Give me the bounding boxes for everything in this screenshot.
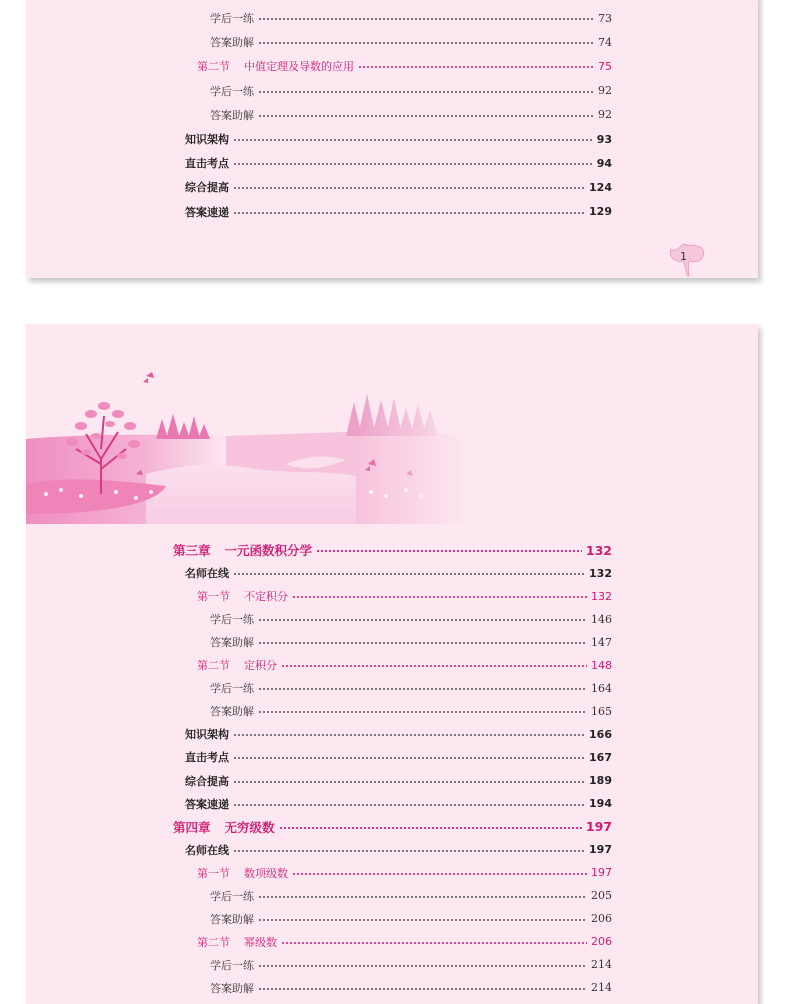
toc-entry-label: 名师在线 xyxy=(185,843,229,857)
toc-entry xyxy=(210,82,612,100)
dot-leader xyxy=(258,42,594,44)
toc-entry-title: 数项级数 xyxy=(244,866,288,880)
toc-entry-label: 答案助解 xyxy=(210,36,254,50)
toc-entry-page: 166 xyxy=(589,727,612,741)
toc-entry-page: 132 xyxy=(591,589,612,603)
toc-entry-number: 第二节 xyxy=(197,935,230,949)
landscape-banner-illustration xyxy=(26,364,466,524)
toc-entry-label: 答案速递 xyxy=(185,797,229,811)
toc-entry-page: 92 xyxy=(598,108,612,122)
toc-entry-label: 学后一练 xyxy=(210,958,254,972)
dot-leader xyxy=(258,988,587,990)
toc-entry-label xyxy=(173,541,312,559)
toc-entry-title: 幂级数 xyxy=(244,935,277,949)
toc-entry xyxy=(210,610,612,628)
toc-entry-label: 答案速递 xyxy=(185,205,229,219)
dot-leader xyxy=(233,163,593,165)
dot-leader xyxy=(279,827,582,829)
toc-entry-number: 第二节 xyxy=(197,659,230,673)
toc-entry-title: 一元函数积分学 xyxy=(224,543,313,558)
toc-entry-number: 第一节 xyxy=(197,866,230,880)
toc-entry-page: 165 xyxy=(591,704,612,718)
dot-leader xyxy=(258,91,594,93)
toc-entry-page: 147 xyxy=(591,635,612,649)
toc-entry-title: 中值定理及导数的应用 xyxy=(244,60,354,74)
toc-entry-page: 205 xyxy=(591,889,612,903)
toc-entry xyxy=(173,541,612,559)
toc-entry xyxy=(197,864,612,882)
toc-entry-page: 206 xyxy=(591,935,612,949)
toc-entry-label xyxy=(173,818,275,836)
toc-entry-label: 综合提高 xyxy=(185,774,229,788)
toc-entry-page: 197 xyxy=(585,819,612,835)
toc-entry-label: 知识架构 xyxy=(185,133,229,146)
toc-entry-number: 第二节 xyxy=(197,60,230,74)
toc-entry-label: 学后一练 xyxy=(210,613,254,627)
toc-entry-label: 学后一练 xyxy=(210,889,254,903)
dot-leader xyxy=(258,619,587,621)
toc-entry-label: 学后一练 xyxy=(210,682,254,696)
toc-entry-page: 132 xyxy=(589,566,612,580)
dot-leader xyxy=(258,919,587,921)
toc-entry xyxy=(185,178,612,196)
toc-entry xyxy=(210,9,612,27)
toc-entry-label xyxy=(197,58,354,74)
toc-entry-label: 直击考点 xyxy=(185,157,229,171)
toc-entry-title: 无穷级数 xyxy=(224,819,275,835)
toc-page-2 xyxy=(26,324,758,1004)
dot-leader xyxy=(233,139,593,141)
toc-entry-title: 不定积分 xyxy=(244,590,288,604)
toc-entry xyxy=(210,910,612,928)
dot-leader xyxy=(281,665,587,667)
toc-entry-page: 94 xyxy=(596,156,612,170)
dot-leader xyxy=(233,850,585,852)
toc-entry-number: 第一节 xyxy=(197,590,230,604)
toc-entry xyxy=(185,748,612,766)
toc-entry-page: 214 xyxy=(591,981,612,995)
toc-entry-page: 132 xyxy=(585,542,612,558)
dot-leader xyxy=(292,873,587,875)
toc-entry-page: 194 xyxy=(589,797,612,811)
toc-entry-label: 知识架构 xyxy=(185,728,229,742)
toc-entry-page: 92 xyxy=(598,84,612,98)
toc-entry xyxy=(173,818,612,836)
toc-entry-page: 75 xyxy=(598,59,612,73)
dot-leader xyxy=(258,115,594,117)
toc-entry xyxy=(197,656,612,674)
toc-entry-label: 综合提高 xyxy=(185,181,229,195)
toc-entry-label: 答案助解 xyxy=(210,108,254,122)
toc-entry-label xyxy=(197,934,277,950)
toc-entry-page: 214 xyxy=(591,958,612,972)
toc-entry xyxy=(185,795,612,813)
toc-entry-page: 74 xyxy=(598,35,612,49)
toc-entry xyxy=(210,979,612,997)
toc-entry-page: 124 xyxy=(589,180,612,194)
dot-leader xyxy=(258,688,587,690)
toc-entry-page: 164 xyxy=(591,681,612,695)
toc-entry-label xyxy=(197,657,277,673)
toc-entry-label: 答案助解 xyxy=(210,981,254,995)
toc-entry xyxy=(185,203,612,221)
toc-entry xyxy=(185,725,612,743)
toc-entry-title: 定积分 xyxy=(244,659,277,673)
toc-entry xyxy=(210,633,612,651)
toc-entry-number: 第四章 xyxy=(173,819,211,835)
dot-leader xyxy=(258,18,594,20)
toc-entry-label: 答案助解 xyxy=(210,636,254,650)
dot-leader xyxy=(233,573,585,575)
toc-entry-page: 93 xyxy=(596,132,612,146)
toc-page-1 xyxy=(26,0,758,278)
dot-leader xyxy=(258,642,587,644)
toc-entry xyxy=(210,956,612,974)
dot-leader xyxy=(316,550,582,552)
toc-entry xyxy=(210,702,612,720)
dot-leader xyxy=(233,781,585,783)
toc-entry xyxy=(185,841,612,859)
toc-entry xyxy=(185,130,612,148)
toc-entry xyxy=(210,679,612,697)
dot-leader xyxy=(233,212,585,214)
toc-entry-label: 学后一练 xyxy=(210,84,254,98)
page-number-badge xyxy=(667,241,707,277)
dot-leader xyxy=(358,66,594,68)
toc-entry-page: 189 xyxy=(589,774,612,787)
toc-entry xyxy=(185,154,612,172)
toc-entry-page: 73 xyxy=(598,11,612,25)
ginkgo-leaf-icon xyxy=(667,241,707,277)
toc-entry-page: 197 xyxy=(591,866,612,880)
toc-entry-page: 197 xyxy=(589,843,612,857)
dot-leader xyxy=(233,757,585,759)
dot-leader xyxy=(258,965,587,967)
toc-entry-page: 148 xyxy=(591,658,612,672)
dot-leader xyxy=(233,187,585,189)
toc-entry-label: 答案助解 xyxy=(210,705,254,719)
toc-entry xyxy=(210,106,612,124)
dot-leader xyxy=(281,942,587,944)
dot-leader xyxy=(292,596,587,598)
toc-entry-number: 第三章 xyxy=(173,543,211,558)
toc-entry xyxy=(197,933,612,951)
page-number: 1 xyxy=(680,250,687,263)
toc-entry xyxy=(197,57,612,75)
toc-entry xyxy=(185,772,612,790)
dot-leader xyxy=(258,711,587,713)
toc-entry-page: 206 xyxy=(591,912,612,926)
toc-entry-label xyxy=(197,865,288,881)
dot-leader xyxy=(233,734,585,736)
toc-entry-label: 直击考点 xyxy=(185,751,229,765)
toc-entry xyxy=(210,887,612,905)
toc-entry-label: 学后一练 xyxy=(210,12,254,25)
toc-entry xyxy=(210,33,612,51)
toc-entry xyxy=(185,564,612,582)
dot-leader xyxy=(258,896,587,898)
toc-entry xyxy=(197,587,612,605)
dot-leader xyxy=(233,804,585,806)
toc-entry-label: 名师在线 xyxy=(185,567,229,581)
toc-entry-label: 答案助解 xyxy=(210,912,254,926)
toc-entry-label xyxy=(197,588,288,604)
toc-entry-page: 146 xyxy=(591,612,612,626)
toc-entry-page: 129 xyxy=(589,205,612,219)
toc-entry-page: 167 xyxy=(589,750,612,764)
